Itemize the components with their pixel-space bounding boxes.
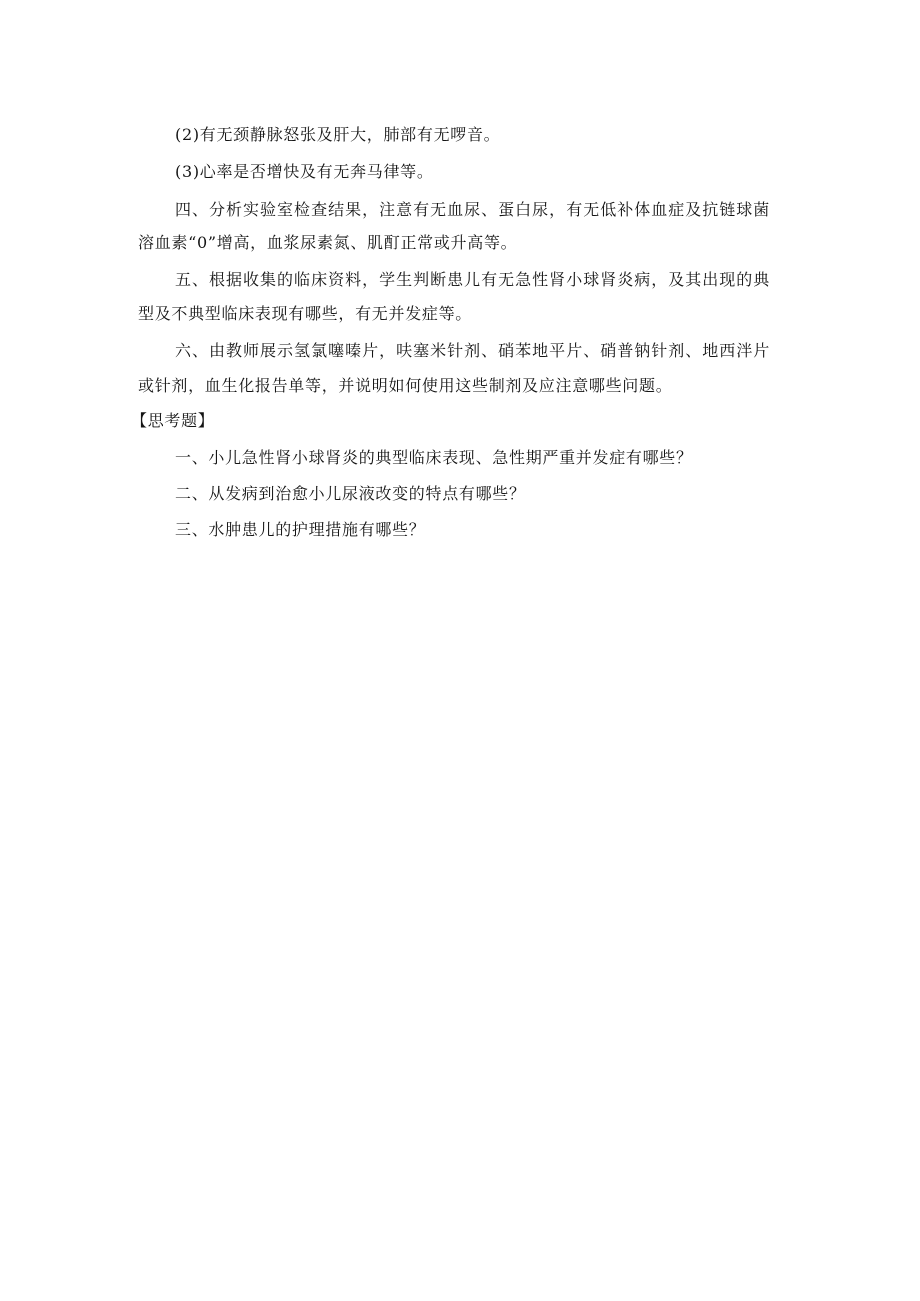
section-heading: 【思考题】 — [131, 411, 215, 430]
paragraph-line: 四、分析实验室检查结果，注意有无血尿、蛋白尿，有无低补体血症及抗链球菌 — [175, 200, 770, 219]
paragraph-line: 五、根据收集的临床资料，学生判断患儿有无急性肾小球肾炎病，及其出现的典 — [175, 270, 770, 289]
paragraph-line: 型及不典型临床表现有哪些，有无并发症等。 — [138, 304, 473, 323]
paragraph-line: 六、由教师展示氢氯噻嗪片，呋塞米针剂、硝苯地平片、硝普钠针剂、地西泮片 — [175, 341, 770, 360]
question-item: 一、小儿急性肾小球肾炎的典型临床表现、急性期严重并发症有哪些？ — [175, 448, 693, 467]
question-item: 三、水肿患儿的护理措施有哪些？ — [175, 520, 426, 539]
paragraph-line: 或针剂，血生化报告单等，并说明如何使用这些制剂及应注意哪些问题。 — [138, 376, 673, 395]
paragraph-line: (2)有无颈静脉怒张及肝大，肺部有无啰音。 — [175, 125, 501, 144]
paragraph-line: 溶血素“0”增高，血浆尿素氮、肌酊正常或升高等。 — [138, 233, 518, 252]
question-item: 二、从发病到治愈小儿尿液改变的特点有哪些？ — [175, 484, 526, 503]
paragraph-line: (3)心率是否增快及有无奔马律等。 — [175, 162, 434, 181]
